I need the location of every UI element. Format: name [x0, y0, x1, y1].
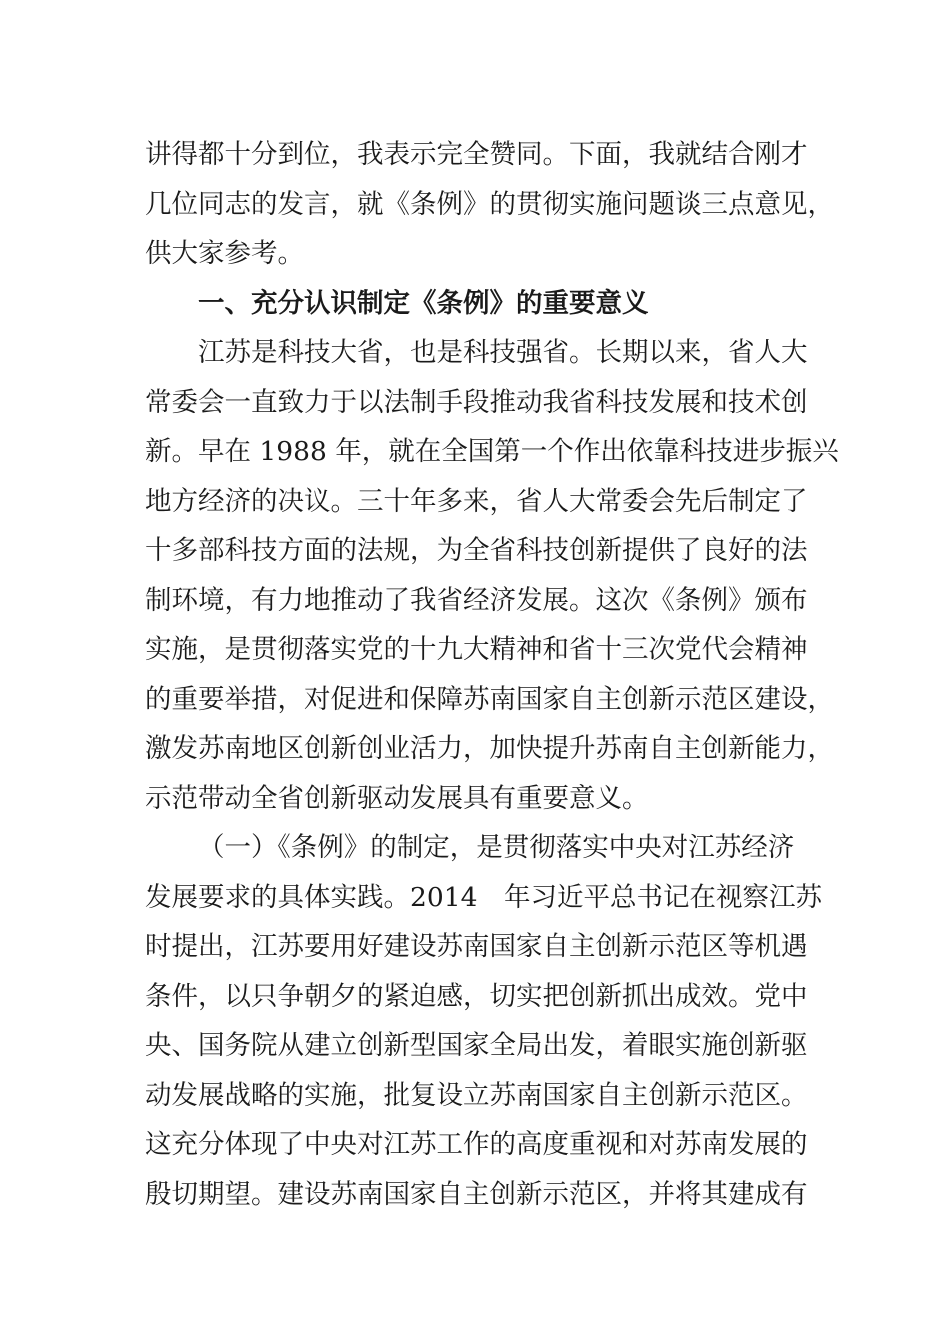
text-line: 常委会一直致力于以法制手段推动我省科技发展和技术创	[145, 386, 808, 418]
text-line: 几位同志的发言，就《条例》的贯彻实施问题谈三点意见，	[145, 188, 834, 220]
document-body	[145, 130, 839, 1219]
text-line: 发展要求的具体实践。2014 年习近平总书记在视察江苏	[145, 881, 822, 913]
text-line: 央、国务院从建立创新型国家全局出发，着眼实施创新驱	[145, 1030, 808, 1061]
text-line: 制环境，有力地推动了我省经济发展。这次《条例》颁布	[145, 584, 808, 616]
text-line: 供大家参考。	[145, 238, 304, 269]
text-line: 讲得都十分到位，我表示完全赞同。下面，我就结合刚才	[145, 139, 808, 170]
text-line: 殷切期望。建设苏南国家自主创新示范区，并将其建成有	[145, 1178, 808, 1210]
text-line: 江苏是科技大省，也是科技强省。长期以来，省人大	[198, 337, 808, 368]
text-line: 这充分体现了中央对江苏工作的高度重视和对苏南发展的	[145, 1129, 808, 1160]
text-line: 动发展战略的实施，批复设立苏南国家自主创新示范区。	[145, 1079, 808, 1111]
text-line: 十多部科技方面的法规，为全省科技创新提供了良好的法	[145, 535, 808, 566]
text-line: 实施，是贯彻落实党的十九大精神和省十三次党代会精神	[145, 634, 808, 665]
text-line: 地方经济的决议。三十年多来，省人大常委会先后制定了	[145, 485, 808, 517]
text-line: 条件，以只争朝夕的紧迫感，切实把创新抓出成效。党中	[145, 980, 808, 1012]
text-line: 新。早在 1988 年，就在全国第一个作出依靠科技进步振兴	[145, 436, 839, 467]
text-line: 示范带动全省创新驱动发展具有重要意义。	[145, 782, 649, 814]
text-line: 激发苏南地区创新创业活力，加快提升苏南自主创新能力，	[145, 733, 834, 764]
text-line: 的重要举措，对促进和保障苏南国家自主创新示范区建设，	[145, 683, 834, 715]
section-heading: 一、充分认识制定《条例》的重要意义	[198, 287, 649, 319]
text-line: （一）《条例》的制定，是贯彻落实中央对江苏经济	[198, 832, 795, 863]
text-line: 时提出，江苏要用好建设苏南国家自主创新示范区等机遇	[145, 931, 808, 962]
